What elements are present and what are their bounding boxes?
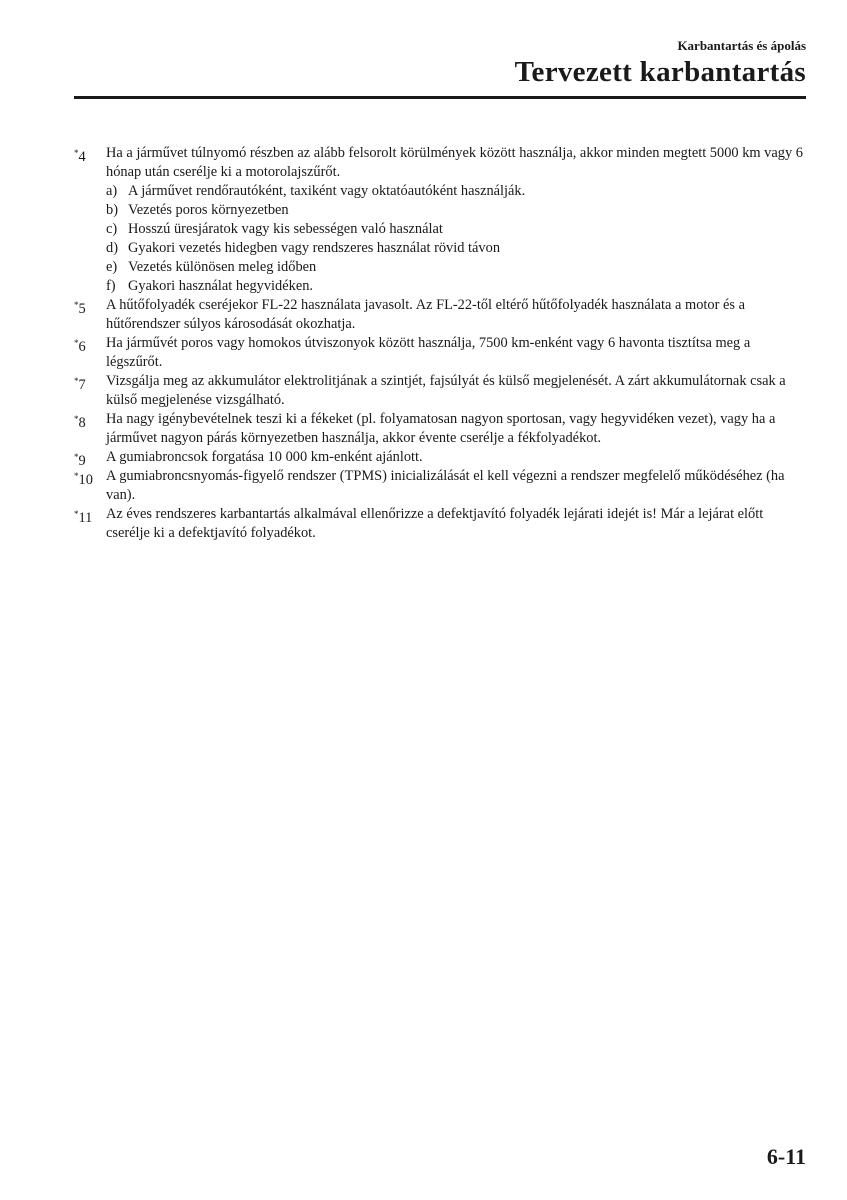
list-item-text: A járművet rendőrautóként, taxiként vagy oktatóautóként használják.: [128, 183, 526, 199]
footnote-7: [74, 372, 809, 410]
footnote-text: A hűtőfolyadék cseréjekor FL-22 használata javasolt. Az FL-22-től eltérő hűtőfolyadék használata a motor és a hűtőrendszer súlyos károsodását okozhatja.: [106, 297, 745, 332]
list-item: [106, 182, 809, 201]
footnote-marker: *8: [74, 414, 86, 431]
footnote-11: [74, 505, 809, 543]
list-item-letter: e): [106, 259, 118, 275]
list-item-text: Gyakori vezetés hidegben vagy rendszeres használat rövid távon: [128, 240, 501, 256]
list-item-text: Vezetés poros környezetben: [128, 202, 289, 218]
footnote-6: [74, 334, 809, 372]
footnote-marker: *5: [74, 300, 86, 317]
footnote-marker: *7: [74, 376, 86, 393]
footnote-marker: *9: [74, 452, 86, 469]
list-item-text: Hosszú üresjáratok vagy kis sebességen való használat: [128, 221, 443, 237]
list-item: [106, 201, 809, 220]
list-item-letter: a): [106, 183, 118, 199]
page-title: Tervezett karbantartás: [514, 56, 806, 88]
footnote-text: Ha nagy igénybevételnek teszi ki a fékeket (pl. folyamatosan nagyon sportosan, vagy hegyvidéken vezet), vagy ha a járművet nagyon párás környezetben használja, akkor évente cserélje a fékfolyadékot.: [106, 411, 776, 446]
title-divider: [74, 96, 806, 99]
footnote-text: A gumiabroncsok forgatása 10 000 km-enként ajánlott.: [106, 449, 423, 465]
list-item-letter: f): [106, 278, 116, 294]
footnote-list: [74, 144, 809, 543]
footnote-9: [74, 448, 809, 467]
footnote-10: [74, 467, 809, 505]
list-item-letter: b): [106, 202, 118, 218]
list-item-letter: d): [106, 240, 118, 256]
footnote-marker: *6: [74, 338, 86, 355]
footnote-marker: *4: [74, 148, 86, 165]
list-item: [106, 258, 809, 277]
list-item: [106, 220, 809, 239]
footnote-marker: *10: [74, 471, 93, 488]
footnote-text: Az éves rendszeres karbantartás alkalmával ellenőrizze a defektjavító folyadék lejárati idejét is! Már a lejárat előtt cserélje ki a defektjavító folyadékot.: [106, 506, 764, 541]
section-label: Karbantartás és ápolás: [677, 38, 806, 53]
footnote-8: [74, 410, 809, 448]
footnote-5: [74, 296, 809, 334]
footnote-4: [74, 144, 809, 296]
list-item-letter: c): [106, 221, 118, 237]
footnote-text: A gumiabroncsnyomás-figyelő rendszer (TPMS) inicializálását el kell végezni a rendszer megfelelő működéséhez (ha van).: [106, 468, 785, 503]
page-number: 6-11: [766, 1144, 806, 1169]
list-item-text: Gyakori használat hegyvidéken.: [128, 278, 314, 294]
list-item: [106, 239, 809, 258]
footnote-marker: *11: [74, 509, 93, 526]
footnote-text: Vizsgálja meg az akkumulátor elektrolitjának a szintjét, fajsúlyát és külső megjelenését. A zárt akkumulátornak csak a külső megjelenése vizsgálható.: [106, 373, 786, 408]
list-item: [106, 277, 809, 296]
footnote-text: Ha a járművet túlnyomó részben az alább felsorolt körülmények között használja, akkor minden megtett 5000 km vagy 6 hónap után cserélje ki a motorolajszűrőt.: [106, 145, 803, 180]
footnote-text: Ha járművét poros vagy homokos útviszonyok között használja, 7500 km-enként vagy 6 havonta tisztítsa meg a légszűrőt.: [106, 335, 751, 370]
list-item-text: Vezetés különösen meleg időben: [128, 259, 317, 275]
